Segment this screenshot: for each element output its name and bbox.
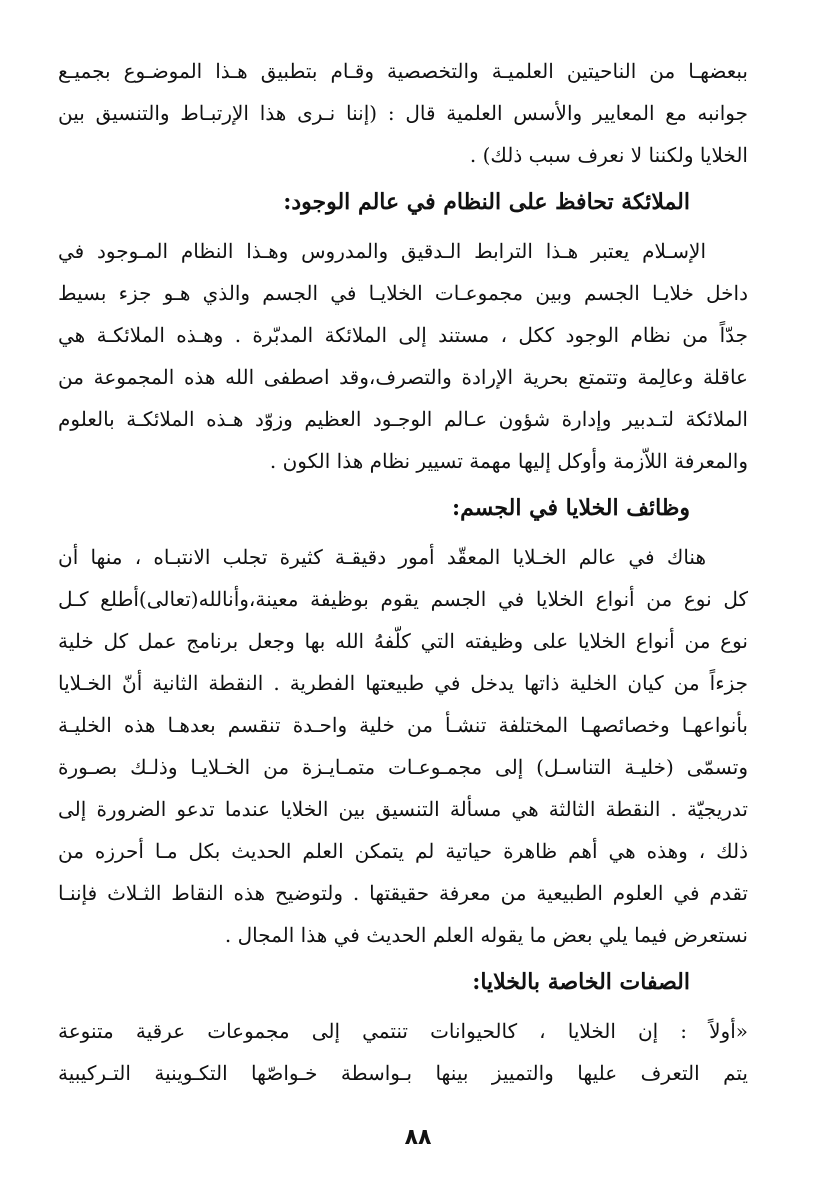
text-line: جوانبه مع المعايير والأسس العلمية قال : (إننا نـرى هذا الإرتبـاط والتنسيق بين [58,101,748,125]
text-line: جدّاً من نظام الوجود ككل ، مستند إلى الملائكة المدبّرة . وهـذه الملائكـة هي [58,323,748,347]
text-line: عاقلة وعالِمة وتتمتع بحرية الإرادة والتصرف،وقد اصطفى الله هذه المجموعة من [58,365,748,389]
text-line: الملائكة لتـدبير وإدارة شؤون عـالم الوجـود العظيم وزوّد هـذه الملائكـة بالعلوم [58,407,748,431]
text-line: جزءاً من كيان الخلية ذاتها يدخل في طبيعتها الفطرية . النقطة الثانية أنّ الخـلايا [58,671,748,695]
text-line: وتسمّى (خليـة التناسـل) إلى مجمـوعـات متمـايـزة من الخـلايـا وذلـك بصـورة [58,755,748,779]
page-number: ٨٨ [404,1125,432,1150]
text-line: تقدم في العلوم الطبيعية من معرفة حقيقتها . ولتوضيح هذه النقاط الثـلاث فإننـا [58,881,748,905]
text-line: تدريجيّة . النقطة الثالثة هي مسألة التنسيق بين الخلايا عندما تدعو الضرورة إلى [58,797,748,821]
text-line: والمعرفة اللاّزمة وأوكل إليها مهمة تسيير نظام هذا الكون . [269,449,748,473]
text-line: داخل خلايـا الجسم وبين مجموعـات الخلايـا في الجسم والذي هـو جزء بسيط [58,281,748,305]
section-heading-angels: الملائكة تحافظ على النظام في عالم الوجود: [283,189,690,215]
paragraph-angels [58,230,748,482]
text-line: نستعرض فيما يلي بعض ما يقوله العلم الحديث في هذا المجال . [224,923,748,947]
section-heading-functions: وظائف الخلايا في الجسم: [452,495,690,521]
section-heading-properties: الصفات الخاصة بالخلايا: [472,969,690,995]
text-line: الإسـلام يعتبر هـذا الترابط الـدقيق والمدروس وهـذا النظام المـوجود في [58,239,706,263]
text-line: نوع من أنواع الخلايا على وظيفته التي كلّفهُ الله بها وجعل برنامج عمل كل خلية [58,629,748,653]
text-line: «أولاً : إن الخلايا ، كالحيوانات تنتمي إلى مجموعات عرقية متنوعة [58,1019,748,1043]
text-line: يتم التعرف عليها والتمييز بينها بـواسطة خـواصّها التكـوينية التـركيبية [58,1061,748,1085]
paragraph-properties [58,1010,748,1094]
paragraph-intro [58,50,748,176]
paragraph-functions [58,536,748,956]
text-line: كل نوع من أنواع الخلايا في الجسم يقوم بوظيفة معينة،وأنالله(تعالى)أطلع كـل [58,587,748,611]
text-line: بأنواعهـا وخصائصهـا المختلفة تنشـأ من خلية واحـدة تنقسم بعدهـا هذه الخليـة [58,713,748,737]
page-body [58,50,748,1094]
text-line: ببعضهـا من الناحيتين العلميـة والتخصصية وقـام بتطبيق هـذا الموضـوع بجميـع [58,59,748,83]
text-line: هناك في عالم الخـلايا المعقّد أمور دقيقـة كثيرة تجلب الانتبـاه ، منها أن [58,545,706,569]
text-line: ذلك ، وهذه هي أهم ظاهرة حياتية لم يتمكن العلم الحديث بكل مـا أحرزه من [58,839,748,863]
text-line: الخلايا ولكننا لا نعرف سبب ذلك) . [469,143,748,167]
